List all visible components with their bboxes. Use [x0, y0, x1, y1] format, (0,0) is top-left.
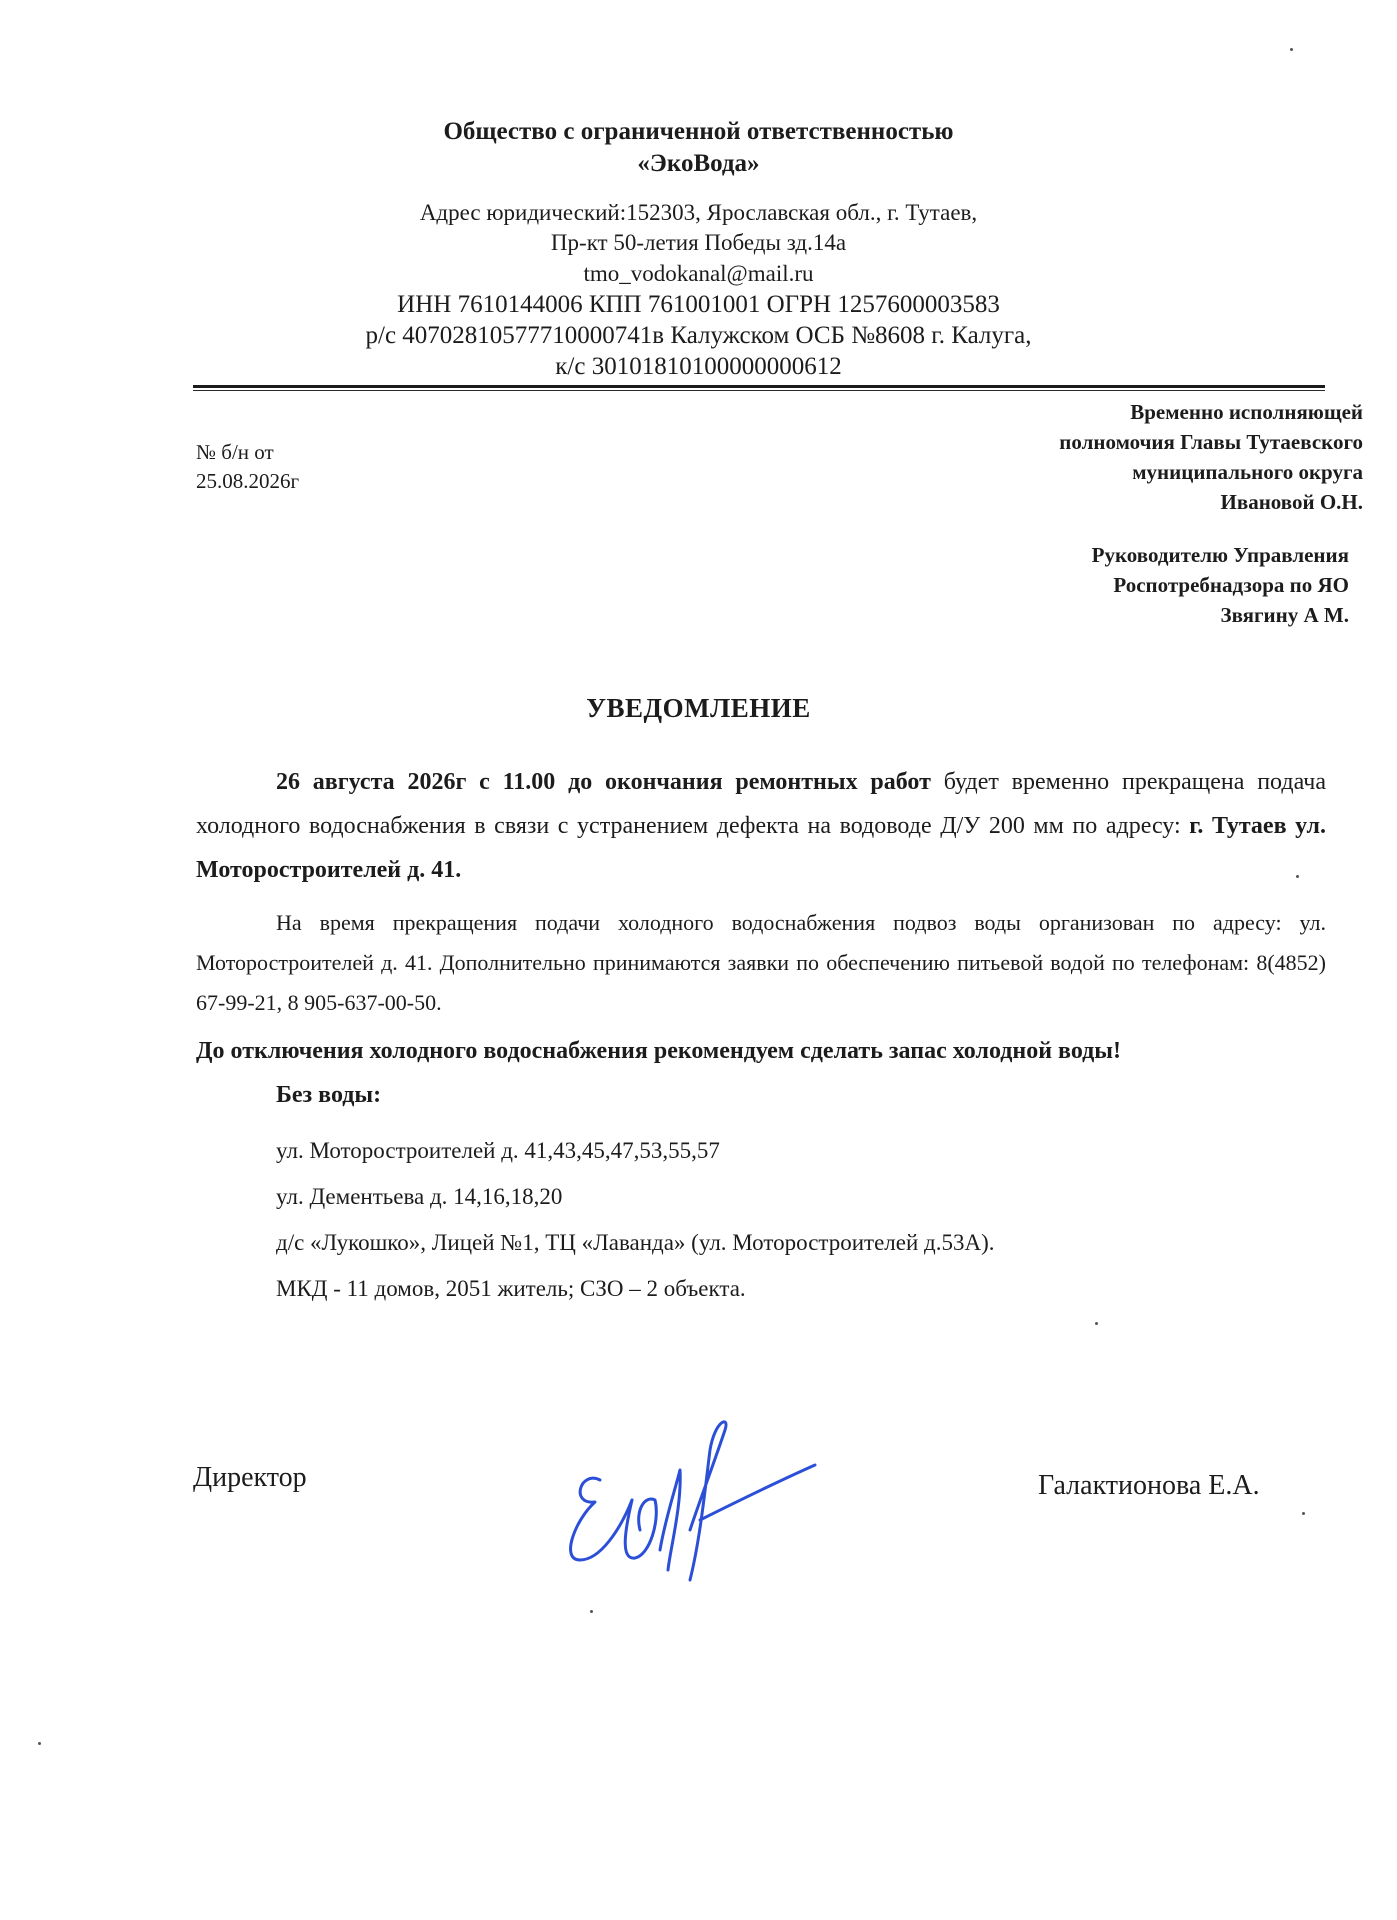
document-title: УВЕДОМЛЕНИЕ: [586, 693, 811, 723]
no-water-title: Без воды:: [276, 1082, 382, 1108]
scan-speck: [590, 1610, 593, 1613]
correspondent-account: к/с 30101810100000000612: [555, 353, 842, 380]
addressee-2: [1092, 540, 1349, 630]
warning-line: До отключения холодного водоснабжения рекомендуем сделать запас холодной воды!: [196, 1038, 1122, 1064]
scan-speck: [1290, 48, 1293, 51]
legal-address-line2: Пр-кт 50-летия Победы зд.14а: [550, 230, 847, 255]
org-email: tmo_vodokanal@mail.ru: [583, 261, 814, 286]
list-item: ул. Дементьева д. 14,16,18,20: [276, 1184, 563, 1209]
handwritten-signature: [540, 1410, 840, 1590]
addressee-2-line: Звягину А М.: [1220, 603, 1349, 627]
org-name: Общество с ограниченной ответственностью: [443, 118, 954, 145]
no-water-list: [276, 1128, 995, 1312]
list-item: ул. Моторостроителей д. 41,43,45,47,53,55,57: [276, 1138, 720, 1163]
notice-paragraph-1: [196, 760, 1326, 892]
legal-address-line1: Адрес юридический:152303, Ярославская обл., г. Тутаев,: [419, 200, 978, 225]
document-reference: [196, 438, 299, 496]
document-number: № б/н от: [196, 440, 274, 464]
addressee-2-line: Руководителю Управления: [1091, 543, 1349, 567]
scan-speck: [1296, 875, 1299, 878]
list-item: д/с «Лукошко», Лицей №1, ТЦ «Лаванда» (ул. Моторостроителей д.53А).: [276, 1230, 995, 1255]
addressee-1-line: Ивановой О.Н.: [1220, 490, 1363, 514]
scan-speck: [1302, 1512, 1305, 1515]
inn-kpp-ogrn: ИНН 7610144006 КПП 761001001 ОГРН 1257600003583: [397, 291, 1000, 318]
signature-strokes: [571, 1422, 815, 1580]
bank-account: р/с 40702810577710000741в Калужском ОСБ №8608 г. Калуга,: [365, 322, 1032, 349]
scan-speck: [38, 1742, 41, 1745]
header-divider-thin: [193, 390, 1325, 391]
notice-address: г. Тутаев ул. Моторостроителей д. 41.: [196, 813, 1326, 883]
addressee-2-line: Роспотребнадзора по ЯО: [1113, 573, 1349, 597]
org-brand: «ЭкоВода»: [637, 150, 760, 177]
list-item: МКД - 11 домов, 2051 житель; СЗО – 2 объекта.: [276, 1276, 746, 1301]
addressee-1: [1059, 397, 1363, 517]
addressee-1-line: муниципального округа: [1132, 460, 1363, 484]
header-divider: [193, 385, 1325, 388]
document-date: 25.08.2026г: [196, 469, 300, 493]
scan-speck: [1095, 1322, 1098, 1325]
addressee-1-line: Временно исполняющей: [1130, 400, 1363, 424]
notice-text: будет временно прекращена подача холодного водоснабжения в связи с устранением дефекта на водоводе Д/У 200 мм по адресу:: [196, 769, 1326, 839]
notice-paragraph-2: На время прекращения подачи холодного водоснабжения подвоз воды организован по адресу: ул. Моторостроителей д. 41. Дополнительно принимаются заявки по обеспечению питьевой водой по телефонам: 8(4852) 67-99-21, 8 905-637-00-50.: [196, 910, 1326, 1015]
notice-date-time: 26 августа 2026г с 11.00 до окончания ремонтных работ: [276, 769, 931, 795]
signatory-role: Директор: [193, 1462, 307, 1493]
addressee-1-line: полномочия Главы Тутаевского: [1059, 430, 1363, 454]
signatory-name: Галактионова Е.А.: [1038, 1470, 1260, 1501]
